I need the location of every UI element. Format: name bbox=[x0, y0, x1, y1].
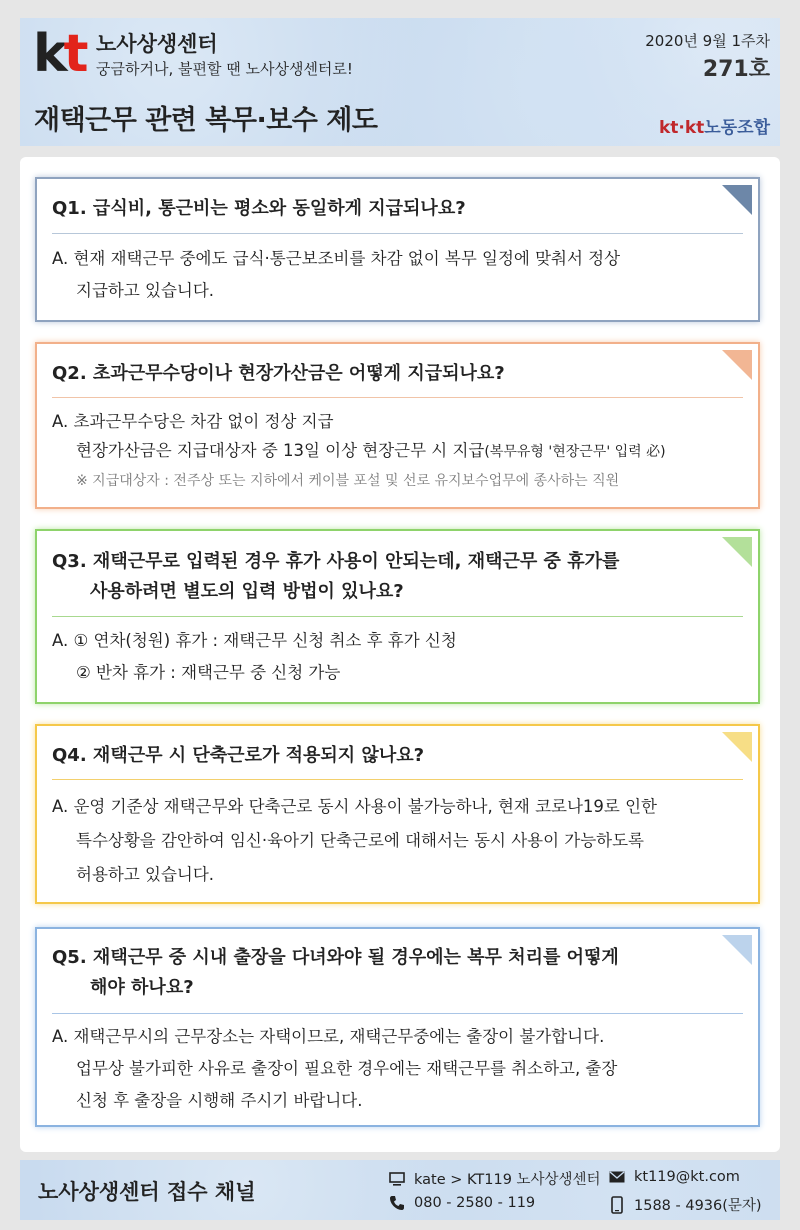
kt-logo: kt bbox=[33, 24, 85, 84]
answer-line: 지급하고 있습니다. bbox=[76, 281, 215, 300]
divider bbox=[52, 397, 743, 398]
footer-title: 노사상생센터 접수 채널 bbox=[38, 1180, 256, 1204]
question-q5: Q5. 재택근무 중 시내 출장을 다녀와야 될 경우에는 복무 처리를 어떻게 해야 하나요? bbox=[52, 947, 619, 998]
answer-line: A. ① 연차(청원) 휴가 : 재택근무 신청 취소 후 휴가 신청 bbox=[52, 631, 457, 650]
page-title: 재택근무 관련 복무·보수 제도 bbox=[34, 105, 378, 136]
answer-line: ② 반차 휴가 : 재택근무 중 신청 가능 bbox=[76, 663, 341, 682]
answer-q2 bbox=[52, 407, 743, 496]
channel-email[interactable] bbox=[608, 1168, 740, 1186]
answer-q5 bbox=[52, 1021, 743, 1117]
newsletter-header bbox=[20, 18, 780, 146]
channel-web[interactable] bbox=[388, 1168, 601, 1189]
answer-line: 허용하고 있습니다. bbox=[76, 865, 215, 884]
question-q2: Q2. 초과근무수당이나 현장가산금은 어떻게 지급되나요? bbox=[52, 363, 505, 384]
divider bbox=[52, 779, 743, 780]
qa-card-q5 bbox=[35, 927, 760, 1127]
question-q4: Q4. 재택근무 시 단축근로가 적용되지 않나요? bbox=[52, 745, 425, 766]
answer-q4 bbox=[52, 790, 743, 892]
answer-line: 신청 후 출장을 시행해 주시기 바랍니다. bbox=[76, 1091, 363, 1110]
answer-line: A. 현재 재택근무 중에도 급식·통근보조비를 차감 없이 복무 일정에 맞춰서 정상 bbox=[52, 249, 621, 268]
question-q3: Q3. 재택근무로 입력된 경우 휴가 사용이 안되는데, 재택근무 중 휴가를 사용하려면 별도의 입력 방법이 있나요? bbox=[52, 551, 620, 602]
qa-content bbox=[20, 157, 780, 1152]
answer-q3 bbox=[52, 625, 743, 689]
divider bbox=[52, 616, 743, 617]
channel-sms-label: 1588 - 4936(문자) bbox=[634, 1198, 762, 1214]
contact-footer bbox=[20, 1160, 780, 1220]
answer-note: ※ 지급대상자 : 전주상 또는 지하에서 케이블 포설 및 선로 유지보수업무에 종사하는 직원 bbox=[76, 473, 620, 489]
question-q1: Q1. 급식비, 통근비는 평소와 동일하게 지급되나요? bbox=[52, 198, 466, 219]
issue-number: 271호 bbox=[702, 57, 770, 82]
mail-icon bbox=[608, 1168, 626, 1186]
center-name: 노사상생센터 bbox=[96, 32, 218, 56]
mobile-icon bbox=[608, 1196, 626, 1214]
answer-line: 특수상황을 감안하여 임신·육아기 단축근로에 대해서는 동시 사용이 가능하도록 bbox=[76, 831, 644, 850]
channel-phone[interactable] bbox=[388, 1194, 535, 1212]
channel-phone-label: 080 - 2580 - 119 bbox=[414, 1195, 536, 1211]
answer-line: A. 운영 기준상 재택근무와 단축근로 동시 사용이 불가능하나, 현재 코로나19로 인한 bbox=[52, 797, 657, 816]
phone-icon bbox=[388, 1194, 406, 1212]
union-logo: kt·kt노동조합 bbox=[658, 118, 770, 138]
channel-web-label: kate > KT119 노사상생센터 bbox=[414, 1172, 601, 1188]
answer-line: 현장가산금은 지급대상자 중 13일 이상 현장근무 시 지급(복무유형 '현장근무' 입력 必) bbox=[76, 441, 666, 460]
center-slogan: 궁금하거나, 불편할 땐 노사상생센터로! bbox=[96, 60, 353, 78]
answer-line: A. 재택근무시의 근무장소는 자택이므로, 재택근무중에는 출장이 불가합니다. bbox=[52, 1027, 605, 1046]
issue-date: 2020년 9월 1주차 bbox=[645, 32, 770, 50]
qa-card-q2 bbox=[35, 342, 760, 509]
divider bbox=[52, 233, 743, 234]
monitor-icon bbox=[388, 1170, 406, 1188]
channel-email-label: kt119@kt.com bbox=[634, 1169, 740, 1185]
qa-card-q1 bbox=[35, 177, 760, 322]
divider bbox=[52, 1013, 743, 1014]
channel-sms[interactable] bbox=[608, 1194, 762, 1215]
qa-card-q3 bbox=[35, 529, 760, 704]
answer-line: A. 초과근무수당은 차감 없이 정상 지급 bbox=[52, 412, 334, 431]
answer-line: 업무상 불가피한 사유로 출장이 필요한 경우에는 재택근무를 취소하고, 출장 bbox=[76, 1059, 618, 1078]
qa-card-q4 bbox=[35, 724, 760, 904]
answer-q1 bbox=[52, 243, 743, 307]
